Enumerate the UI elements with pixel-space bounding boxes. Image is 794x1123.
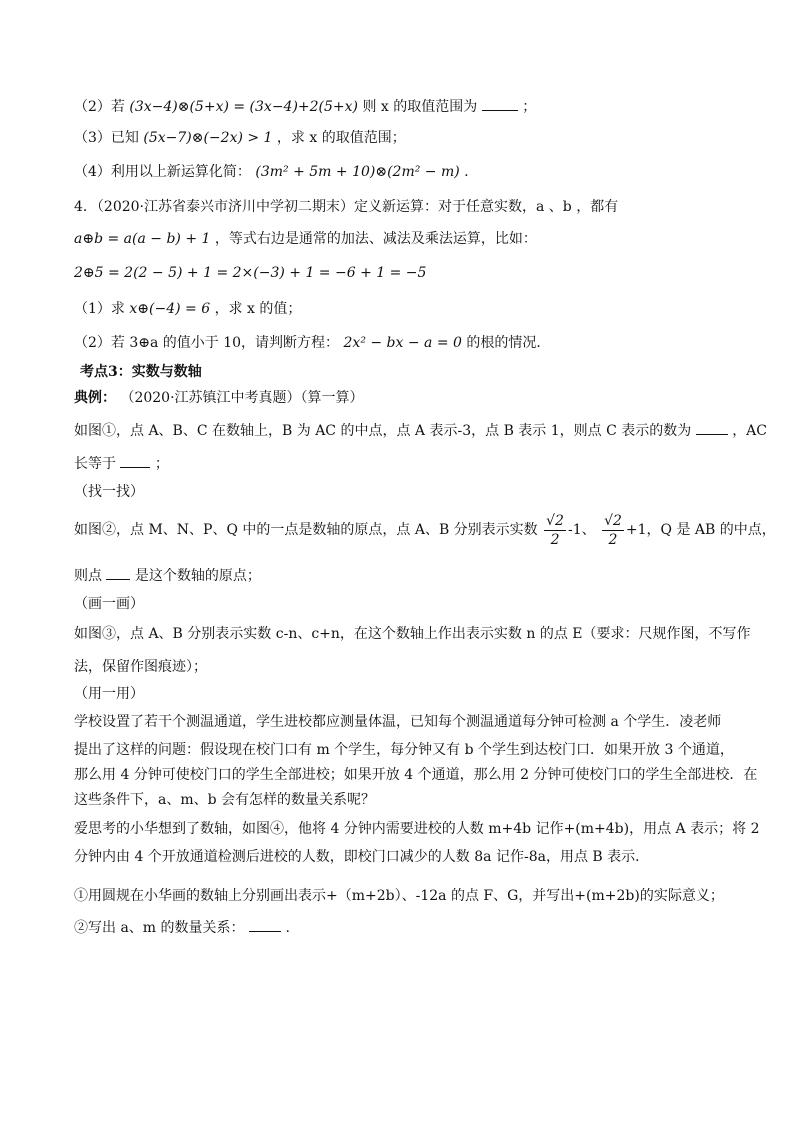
example-4-line-3: 那么用 4 分钟可使校门口的学生全部进校；如果开放 4 个通道，那么用 2 分钟可使校门口的学生全部进校．在 — [74, 767, 758, 783]
ex2-text-d: 则点 — [74, 568, 102, 584]
example-2-line-1 — [74, 510, 776, 550]
answer-blank — [696, 420, 728, 435]
p4-q2-expression: 2x² − bx − a = 0 — [343, 335, 462, 351]
example-1-line-1 — [74, 420, 768, 442]
problem-4-q1 — [74, 298, 734, 320]
ex2-text-e: 是这个数轴的原点； — [134, 568, 261, 584]
ex1-text-d: ； — [154, 456, 169, 472]
q2-expression: (3x−4)⊗(5+x) = (3x−4)+2(5+x) — [129, 99, 359, 115]
ex1-text-b: ，AC — [732, 423, 768, 439]
example-3-line-1: 如图③，点 A、B 分别表示实数 c-n、c+n，在这个数轴上作出表示实数 n 的点 E（要求：尺规作图，不写作 — [74, 626, 751, 642]
fraction-denominator: 2 — [550, 531, 560, 548]
definition-expression: a⊕b = a(a − b) + 1 — [74, 231, 211, 247]
question-2 — [74, 96, 734, 118]
answer-blank — [120, 453, 150, 468]
section-heading: 考点3：实数与数轴 — [80, 364, 202, 380]
fraction-numerator: √2 — [604, 512, 622, 529]
fraction-denominator: 2 — [608, 531, 618, 548]
q3-suffix: ，求 x 的取值范围； — [276, 130, 406, 146]
problem-4-q2 — [74, 332, 734, 354]
ex2-text-a: 如图②，点 M、N、P、Q 中的一点是数轴的原点，点 A、B 分别表示实数 — [74, 522, 538, 538]
find-heading: （找一找） — [74, 484, 144, 500]
example-4-line-6: 分钟内由 4 个开放通道检测后进校的人数，即校门口减少的人数 8a 记作-8a，用点 B 表示． — [74, 849, 650, 865]
example-source: （2020·江苏镇江中考真题）（算一算） — [120, 390, 364, 406]
ex2-text-b: -1、 — [567, 522, 596, 538]
ex4-q2-end: . — [285, 920, 290, 936]
ex1-text-c: 长等于 — [74, 456, 116, 472]
fraction-sqrt2-over-2 — [544, 512, 566, 549]
example-4-line-4: 这些条件下，a、m、b 会有怎样的数量关系呢？ — [74, 792, 376, 808]
q3-expression: (5x−7)⊗(−2x) > 1 — [143, 130, 273, 146]
q4-suffix: . — [464, 164, 469, 180]
example-4-question-2 — [74, 917, 734, 939]
example-3-line-2: 法，保留作图痕迹）； — [74, 659, 207, 675]
q2-end: ； — [522, 99, 537, 115]
example-4-line-2: 提出了这样的问题：假设现在校门口有 m 个学生，每分钟又有 b 个学生到达校门口．如果开放 3 个通道， — [74, 742, 734, 758]
use-heading: （用一用） — [74, 686, 144, 702]
problem-4-intro: 4．（2020·江苏省泰兴市济川中学初二期末）定义新运算：对于任意实数，a 、b ，都有 — [74, 199, 619, 215]
definition-text: ，等式右边是通常的加法、减法及乘法运算，比如： — [214, 231, 537, 247]
question-3 — [74, 127, 734, 149]
answer-blank — [249, 917, 281, 932]
example-4-line-1: 学校设置了若干个测温通道，学生进校都应测量体温，已知每个测温通道每分钟可检测 a 个学生．凌老师 — [74, 714, 722, 730]
problem-4-definition — [74, 228, 734, 250]
problem-4-example — [74, 262, 734, 284]
example-2-line-2 — [74, 565, 734, 587]
ex4-q2-text: ②写出 a、m 的数量关系： — [74, 920, 245, 936]
q2-prefix: （2）若 — [74, 99, 125, 115]
answer-blank — [482, 96, 518, 111]
p4-q2-prefix: （2）若 3⊕a 的值小于 10，请判断方程： — [74, 335, 340, 351]
example-expression: 2⊕5 = 2(2 − 5) + 1 = 2×(−3) + 1 = −6 + 1 = −5 — [74, 265, 427, 281]
fraction-numerator: √2 — [546, 512, 564, 529]
example-heading — [74, 387, 734, 409]
example-4-question-1: ①用圆规在小华画的数轴上分别画出表示+（m+2b）、-12a 的点 F、G，并写出+(m+2b)的实际意义； — [74, 888, 724, 904]
q4-expression: (3m² + 5m + 10)⊗(2m² − m) — [255, 164, 460, 180]
example-label: 典例： — [74, 390, 116, 406]
fraction-sqrt2-over-2 — [602, 512, 624, 549]
p4-q1-suffix: ，求 x 的值； — [214, 301, 302, 317]
p4-q1-prefix: （1）求 — [74, 301, 125, 317]
q2-suffix: 则 x 的取值范围为 — [362, 99, 478, 115]
question-4 — [74, 161, 734, 183]
answer-blank — [106, 565, 130, 580]
ex1-text-a: 如图①，点 A、B、C 在数轴上，B 为 AC 的中点，点 A 表示-3，点 B 表示 1，则点 C 表示的数为 — [74, 423, 692, 439]
example-1-line-2 — [74, 453, 734, 475]
q3-prefix: （3）已知 — [74, 130, 139, 146]
draw-heading: （画一画） — [74, 596, 144, 612]
p4-q2-suffix: 的根的情况． — [466, 335, 551, 351]
ex2-text-c: +1，Q 是 AB 的中点， — [625, 522, 776, 538]
q4-prefix: （4）利用以上新运算化简： — [74, 164, 251, 180]
example-4-line-5: 爱思考的小华想到了数轴，如图④，他将 4 分钟内需要进校的人数 m+4b 记作+(m+4b)，用点 A 表示；将 2 — [74, 821, 760, 837]
p4-q1-expression: x⊕(−4) = 6 — [129, 301, 211, 317]
